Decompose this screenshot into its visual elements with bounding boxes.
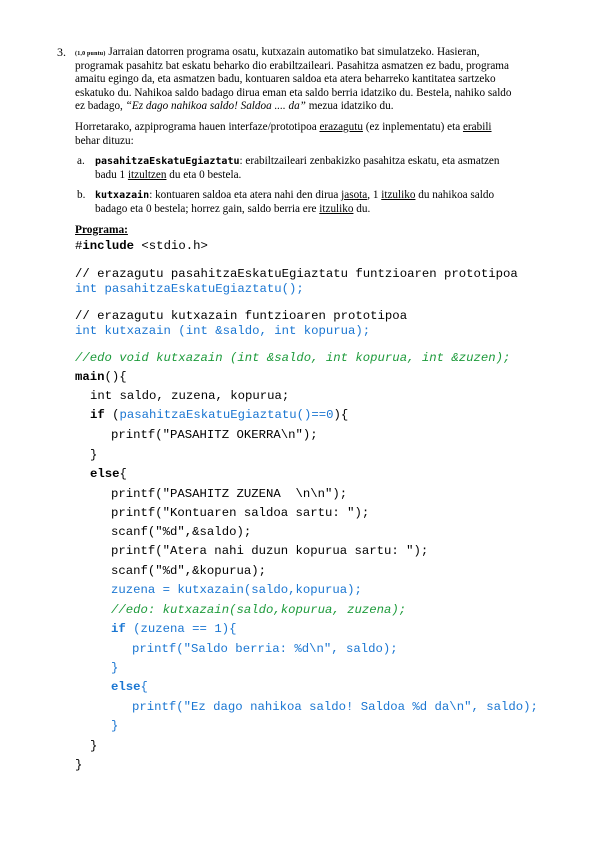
para1-line-4: eskatuko du. Nahikoa saldo badago dirua eman eta saldo berria idatziko du. Bestela, nahiko saldo [75,86,512,99]
code-printf-not-enough: printf("Ez dago nahikoa saldo! Saldoa %d da\n", saldo); [132,700,538,714]
code-if-zuzena [111,622,236,637]
function-name-pasahitza: pasahitzaEskatuEgiaztatu [95,156,240,167]
code-prototype-1: int pasahitzaEskatuEgiaztatu(); [75,282,304,296]
else2-brace: { [140,680,148,694]
item-b-underline-2: itzuliko [381,189,416,201]
para2-underline-declare: erazagutu [319,121,363,133]
para1-last-pre: ez badago, [75,100,126,113]
item-a-underline: itzultzen [127,168,167,181]
item-a-line1: : erabiltzaileari zenbakizko pasahitza eskatu, eta asmatzen [239,155,500,167]
code-alt-call: //edo: kutxazain(saldo,kopurua, zuzena); [111,603,407,617]
if-open: ( [104,408,120,422]
code-close-if: } [90,448,98,462]
include-keyword: include [82,239,135,253]
code-printf-ok: printf("PASAHITZ ZUZENA \n\n"); [111,487,348,501]
if2-keyword: if [111,622,126,636]
code-line-include [75,239,208,254]
else-brace: { [119,467,127,481]
question-paragraph-2 [75,121,519,135]
main-rest: (){ [104,370,127,384]
code-main [75,370,127,385]
para1-line-5 [75,100,519,114]
code-close-main: } [75,758,83,772]
list-marker-b: b. [77,189,86,201]
code-call-kutxazain: zuzena = kutxazain(saldo,kopurua); [111,583,362,597]
item-a-line2-post: du eta 0 bestela. [166,168,242,181]
code-else2 [111,680,148,695]
code-printf-kopurua: printf("Atera nahi duzun kopurua sartu: "); [111,544,429,558]
para1-line-3: amaitu egingo da, eta asmatzen badu, kontuaren saldoa eta atera beharreko kantitatea sartzeko [75,73,496,86]
para1-last-post: mezua idatziko du. [305,100,394,113]
program-heading: Programa: [75,224,128,236]
list-item-a [77,155,519,169]
code-close-else2: } [111,719,119,733]
list-item-b [77,189,519,203]
para2-line-2: behar dituzu: [75,134,134,147]
code-declaration: int saldo, zuzena, kopurua; [90,389,290,403]
item-b-line2-post: du. [353,202,371,215]
para2-mid: (ez inplementatu) eta [362,121,463,133]
if-keyword: if [90,408,105,422]
code-prototype-2: int kutxazain (int &saldo, int kopurua); [75,324,371,338]
code-else [90,467,127,482]
list-marker-a: a. [77,155,85,167]
function-name-kutxazain: kutxazain [95,190,150,201]
item-b-line2-pre: badago eta 0 bestela; horrez gain, saldo berria ere [95,202,320,215]
code-printf-bad: printf("PASAHITZ OKERRA\n"); [111,428,318,442]
para1-line-2: programak pasahitz bat eskatu beharko dio erabiltzaileari. Pasahitza asmatzen ez badu, programa [75,59,509,72]
item-b-underline-3: itzuliko [319,202,354,215]
code-close-if2: } [111,661,119,675]
include-header: <stdio.h> [134,239,208,253]
code-scanf-kopurua: scanf("%d",&kopurua); [111,564,266,578]
error-message-quote: “Ez dago nahikoa saldo! Saldoa .... da” [125,100,306,113]
code-alt-prototype: //edo void kutxazain (int &saldo, int kopurua, int &zuzen); [75,351,511,365]
include-hash: # [75,239,83,253]
if2-rest: (zuzena == 1){ [125,622,237,636]
list-item-a-line-2 [95,169,519,183]
main-keyword: main [75,370,105,384]
question-number: 3. [57,45,66,59]
list-item-b-line-2 [95,203,519,217]
para2-pre: Horretarako, azpiprograma hauen interfaze/prototipoa [75,121,320,133]
code-comment-1: // erazagutu pasahitzaEskatuEgiaztatu funtzioaren prototipoa [75,267,518,281]
code-comment-2: // erazagutu kutxazain funtzioaren prototipoa [75,309,408,323]
code-printf-saldo: printf("Kontuaren saldoa sartu: "); [111,506,370,520]
if-close: ){ [333,408,349,422]
code-close-else: } [90,739,98,753]
code-printf-new-balance: printf("Saldo berria: %d\n", saldo); [132,642,398,656]
if-condition: pasahitzaEskatuEgiaztatu()==0 [119,408,334,422]
item-a-line2-pre: badu 1 [95,168,128,181]
else2-keyword: else [111,680,141,694]
item-b-line1-part1: : kontuaren saldoa eta atera nahi den dirua [149,189,342,201]
points-label: (1,0 puntu) [75,51,106,57]
code-if-password [90,408,348,423]
else-keyword: else [90,467,120,481]
para2-underline-use: erabili [462,121,492,133]
item-b-line1-part3: du nahikoa saldo [415,189,495,201]
code-scanf-saldo: scanf("%d",&saldo); [111,525,252,539]
para1-line-1: Jarraian datorren programa osatu, kutxazain automatiko bat simulatzeko. Hasieran, [108,46,480,58]
item-b-underline-1: jasota [341,189,368,201]
item-b-line1-part2: , 1 [367,189,382,201]
